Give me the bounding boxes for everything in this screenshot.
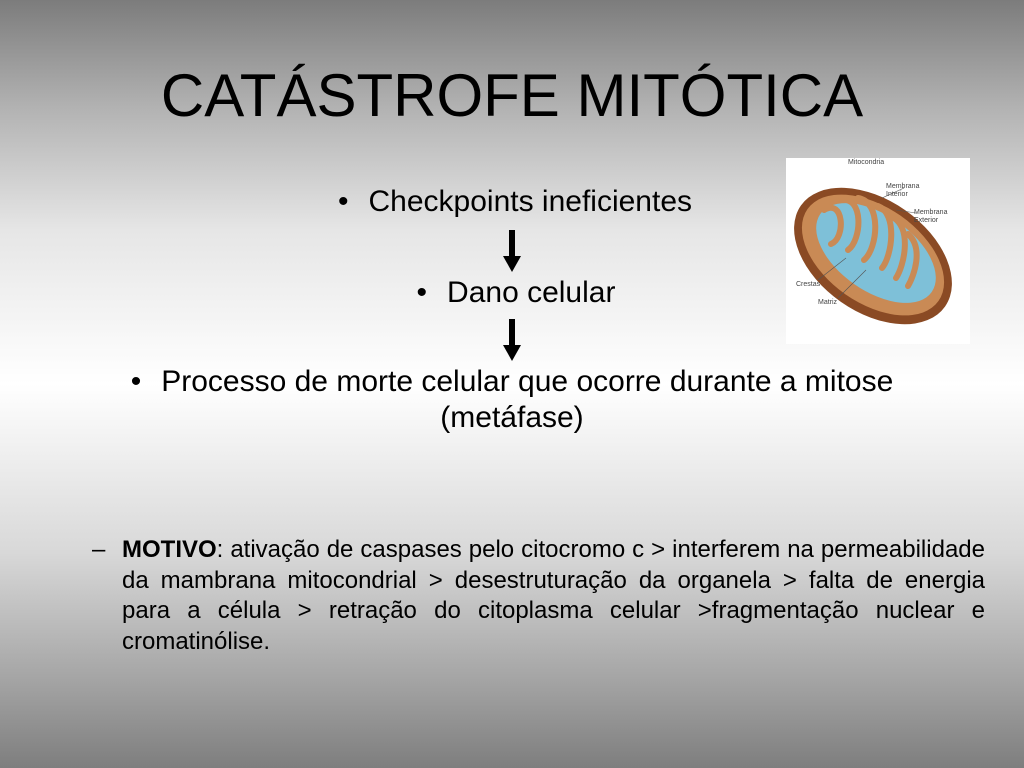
label-matrix: Matriz	[818, 299, 838, 306]
sub-bullet-dash: –	[92, 536, 106, 563]
label-cristae: Crestas	[796, 281, 821, 288]
figure-title: Mitocondria	[848, 159, 885, 166]
slide-title: CATÁSTROFE MITÓTICA	[160, 62, 864, 129]
bullet-checkpoints	[300, 184, 730, 220]
bullet-text: Dano celular	[447, 276, 616, 309]
bullet-dot: •	[130, 365, 142, 398]
bullet-text: Processo de morte celular que ocorre durante a mitose (metáfase)	[161, 365, 894, 434]
label-outer-membrane-2: Exterior	[914, 217, 939, 224]
mitochondria-figure	[786, 158, 970, 344]
bullet-text: Checkpoints ineficientes	[368, 185, 693, 218]
down-arrow-icon	[502, 319, 522, 361]
bullet-processo-morte	[60, 364, 964, 436]
label-inner-membrane-1: Membrana	[886, 183, 920, 190]
sub-bullet-body	[122, 535, 985, 657]
label-outer-membrane-1: Membrana	[914, 209, 948, 216]
sub-bullet-motivo	[92, 535, 985, 657]
label-inner-membrane-2: Interior	[886, 191, 908, 198]
sub-bullet-text: : ativação de caspases pelo citocromo c > interferem na permeabilidade da mambrana mitocondrial > desestruturação da organela > falta de energia para a célula > retração do citoplasma celular >fragmentação nuclear e cromatinólise.	[122, 536, 985, 655]
bullet-dot: •	[337, 185, 349, 218]
sub-bullet-keyword: MOTIVO	[122, 536, 217, 563]
down-arrow-icon	[502, 230, 522, 272]
bullet-dot: •	[416, 276, 428, 309]
bullet-dano-celular	[386, 275, 646, 311]
mitochondria-illustration	[786, 158, 970, 344]
